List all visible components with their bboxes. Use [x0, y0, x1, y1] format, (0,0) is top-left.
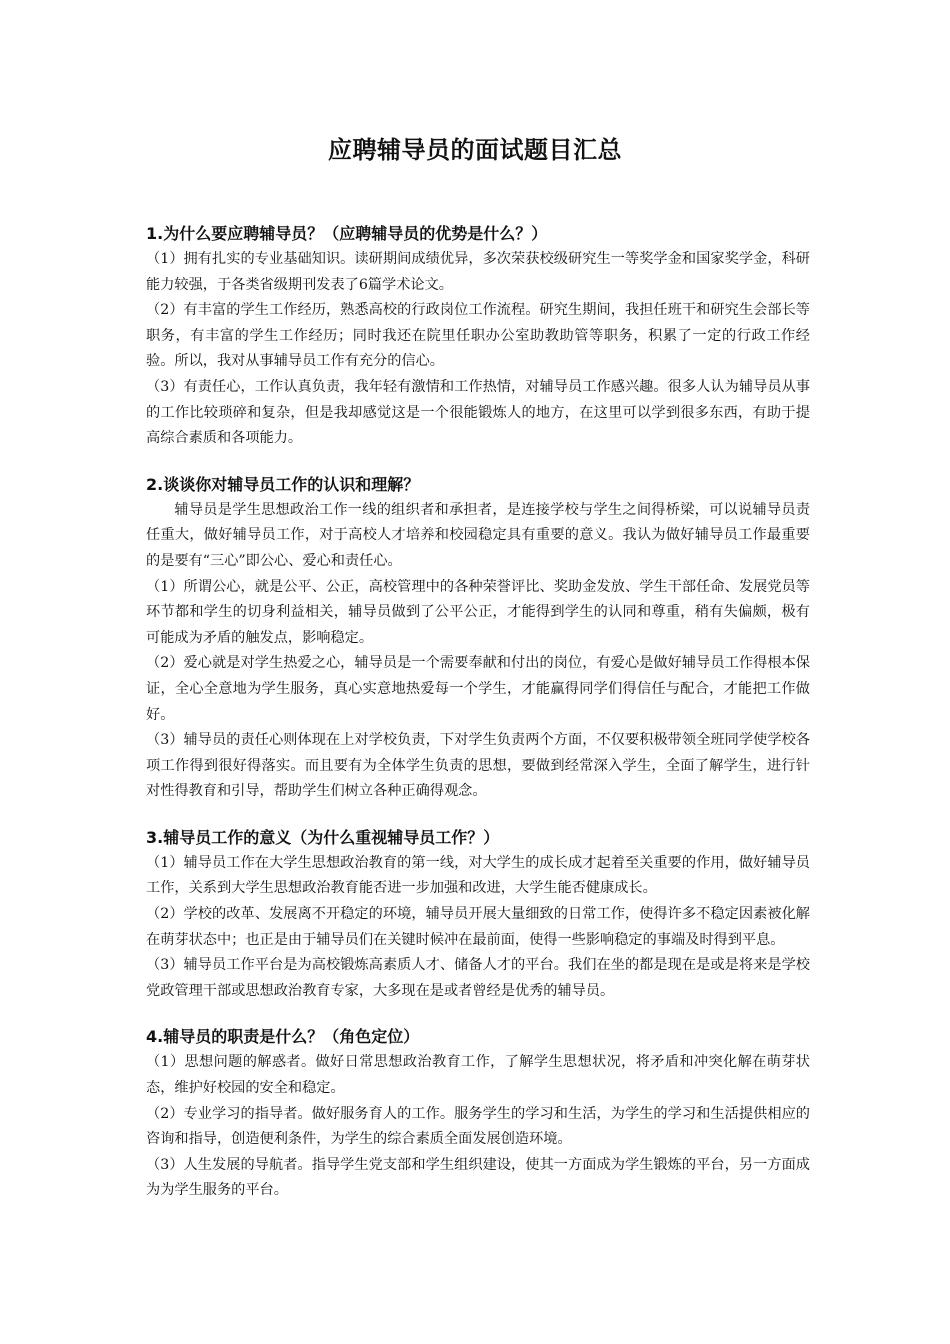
section-heading: 3.辅导员工作的意义（为什么重视辅导员工作？）: [146, 827, 500, 847]
section-heading: 2.谈谈你对辅导员工作的认识和理解？: [146, 474, 420, 494]
paragraph: （3）辅导员工作平台是为高校锻炼高素质人才、储备人才的平台。我们在坐的都是现在是或是将来是学校党政管理干部或思想政治教育专家，大多现在是或者曾经是优秀的辅导员。: [146, 957, 810, 999]
paragraph: （2）爱心就是对学生热爱之心，辅导员是一个需要奉献和付出的岗位，有爱心是做好辅导员工作得根本保证，全心全意地为学生服务，真心实意地热爱每一个学生，才能赢得同学们得信任与配合，才能把工作做好。: [146, 655, 810, 723]
paragraph: （2）有丰富的学生工作经历，熟悉高校的行政岗位工作流程。研究生期间，我担任班干和研究生会部长等职务，有丰富的学生工作经历；同时我还在院里任职办公室助教助管等职务，积累了一定的行政工作经验。所以，我对从事辅导员工作有充分的信心。: [146, 302, 810, 370]
paragraph: 辅导员是学生思想政治工作一线的组织者和承担者，是连接学校与学生之间得桥梁，可以说辅导员责任重大，做好辅导员工作，对于高校人才培养和校园稳定具有重要的意义。我认为做好辅导员工作最重要的是要有“三心”即公心、爱心和责任心。: [146, 501, 810, 569]
section-4: [146, 1024, 810, 1204]
document-body: [146, 221, 810, 1224]
section-heading: 1.为什么要应聘辅导员？（应聘辅导员的优势是什么？）: [146, 224, 548, 243]
paragraph: （2）专业学习的指导者。做好服务育人的工作。服务学生的学习和生活，为学生的学习和生活提供相应的咨询和指导，创造便利条件，为学生的综合素质全面发展创造环境。: [146, 1105, 810, 1148]
paragraph: （2）学校的改革、发展离不开稳定的环境，辅导员开展大量细致的日常工作，使得许多不稳定因素被化解在萌芽状态中；也正是由于辅导员们在关键时候冲在最前面，使得一些影响稳定的事端及时得到平息。: [146, 906, 810, 948]
paragraph: （3）辅导员的责任心则体现在上对学校负责，下对学生负责两个方面，不仅要积极带领全班同学使学校各项工作得到很好得落实。而且要有为全体学生负责的思想，要做到经常深入学生，全面了解学生，进行针对性得教育和引导，帮助学生们树立各种正确得观念。: [146, 732, 810, 800]
paragraph: （1）辅导员工作在大学生思想政治教育的第一线，对大学生的成长成才起着至关重要的作用，做好辅导员工作，关系到大学生思想政治教育能否进一步加强和改进，大学生能否健康成长。: [146, 854, 810, 897]
paragraph: （1）思想问题的解惑者。做好日常思想政治教育工作，了解学生思想状况，将矛盾和冲突化解在萌芽状态，维护好校园的安全和稳定。: [146, 1054, 810, 1097]
paragraph: （1）拥有扎实的专业基础知识。读研期间成绩优异，多次荣获校级研究生一等奖学金和国家奖学金，科研能力较强，于各类省级期刊发表了6篇学术论文。: [146, 251, 810, 293]
section-2: [146, 472, 810, 805]
document-title: 应聘辅导员的面试题目汇总: [328, 136, 622, 164]
paragraph: （1）所谓公心，就是公平、公正，高校管理中的各种荣誉评比、奖助金发放、学生干部任命、发展党员等环节都和学生的切身利益相关，辅导员做到了公平公正，才能得到学生的认同和尊重，稍有失偏颇，极有可能成为矛盾的触发点，影响稳定。: [146, 578, 810, 646]
section-1: [146, 221, 810, 452]
section-heading: 4.辅导员的职责是什么？（角色定位）: [146, 1027, 420, 1047]
section-3: [146, 825, 810, 1005]
paragraph: （3）人生发展的导航者。指导学生党支部和学生组织建设，使其一方面成为学生锻炼的平台，另一方面成为为学生服务的平台。: [146, 1156, 810, 1199]
paragraph: （3）有责任心，工作认真负责，我年轻有激情和工作热情，对辅导员工作感兴趣。很多人认为辅导员从事的工作比较琐碎和复杂，但是我却感觉这是一个很能锻炼人的地方，在这里可以学到很多东西，有助于提高综合素质和各项能力。: [146, 378, 810, 447]
